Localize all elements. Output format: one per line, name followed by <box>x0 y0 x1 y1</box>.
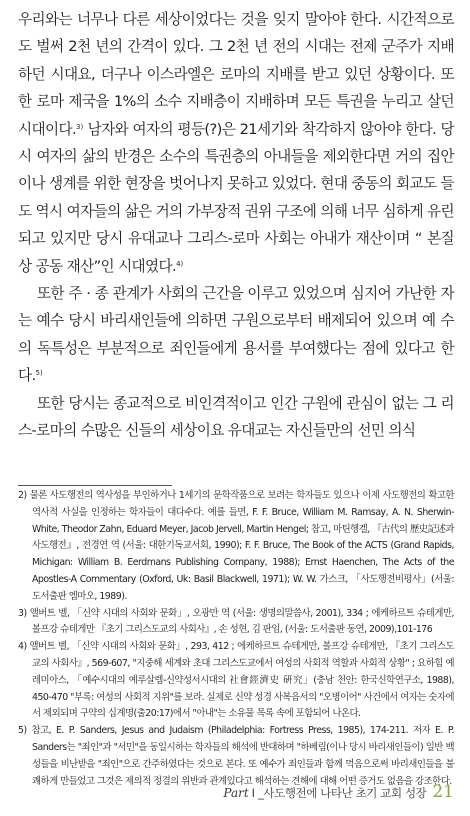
text-line: 유린되고 있지만 당시 유대교나 그리스-로마 사회는 아내가 재산이며 “ <box>18 202 455 248</box>
chapter-title: _사도행전에 나타난 초기 교회 성장 <box>258 786 427 800</box>
part-label: Part <box>223 786 249 800</box>
part-number: I <box>251 786 256 800</box>
footnote-ref: 3) <box>76 122 84 131</box>
footnote: 4) 앨버트 벨, 「신약 시대의 사회와 문화」, 293, 412 ; 에케하르트 슈테게만, 볼프강 슈테게만, 『초기 그리스도교의 사회사』, 569-607, "지중해 세계와 초대 그리스도교에서 여성의 사회적 역할과 사회적 상황" ; 요하힘 예레미아스, 「예수시대의 예루살렘-신약성서시대의 社會經濟史 硏究」(충남 천안: 한국신학연구소, 1988), 450-470 "부록: 여성의 사회적 지위"를 보라. 실제로 신약 성경 사복음서의 "오병이어" 사건에서 여자는 숫자에서 제외되며 구약의 십계명(출20:17)에서 "아내"는 소유물 목록 속에 포함되어 나온다. <box>18 641 454 720</box>
text-line: 도 벌써 2천 년의 간격이 있다. 그 2천 년 전의 시대는 전제 군주가 지배 <box>18 38 454 56</box>
running-footer <box>223 782 454 808</box>
footnote: 2) 물론 사도행전의 역사성을 부인하거나 1세기의 문학작품으로 보려는 학자들도 있으나 이제 사도행전의 확고한 역사적 사실을 인정하는 학자들이 대다수다. 예를 들면, F. F. Bruce, William M. Ramsay, A. N. Sherwin-White, Theodor Zahn, Eduard Meyer, Jacob Jervell, Martin Hengel; 참고, 마틴헹겔, 『古代의 歷史記述과 사도행전』, 전경연 역 (서울: 대한기독교서회, 1990); F. F. Bruce, The Book of the ACTS (Grand Rapids, Michigan: William B. Eerdmans Publishing Company, 1988); Ernst Haenchen, The Acts of the Apostles-A Commentary (Oxford, Uk: Basil Blackwell, 1971); W. W. 가스크, 「사도행전비평사」(서울: 도서출판 엠마오, 1989). <box>18 490 454 602</box>
text-line: 이나 생계를 위한 현장을 벗어나지 못하고 있었다. 현대 중동의 회교도 <box>18 175 437 193</box>
paragraph <box>18 280 454 390</box>
footnote-ref: 5) <box>35 369 43 378</box>
footnote: 3) 앨버트 벨, 「신약 시대의 사회와 문화」, 오광만 역 (서울: 생명의말씀사, 2001), 334 ; 에케하르트 슈테게만, 볼프강 슈테게만 『초기 그리스도교의 사회사』, 손 성현, 김 판임, (서울: 도서출판 동연, 2009),101-176 <box>18 607 454 636</box>
footnotes <box>18 488 454 790</box>
text-line: 시 여자의 삶의 반경은 소수의 특권층의 아내들을 제외한다면 거의 집안 <box>18 148 454 166</box>
text-line: 시대이다. <box>18 120 77 138</box>
text-line: 또한 당시는 종교적으로 비인격적이고 인간 구원에 관심이 없는 그 <box>37 394 437 412</box>
text-line: 본질상 공동 재산”인 시대였다. <box>18 230 454 275</box>
paragraph <box>18 6 454 280</box>
text-line: 남자와 여자의 평등(?)은 21세기와 착각하지 않아야 한다. 당 <box>87 120 454 138</box>
main-text <box>18 6 454 445</box>
paragraph <box>18 390 454 445</box>
text-line: 한다. <box>18 339 454 385</box>
page-number: 21 <box>432 782 454 802</box>
text-line: 들도 역시 여자들의 삶은 거의 가부장적 권위 구조에 의해 너무 심하게 <box>18 175 454 220</box>
footnote-ref: 4) <box>176 259 184 268</box>
footnote-divider <box>18 485 172 486</box>
text-line: 자는 예수 당시 바리새인들에 의하면 구원으로부터 배제되어 있으며 예 <box>18 285 454 330</box>
text-line: 한 로마 제국을 1%의 소수 지배층이 지배하며 모든 특권을 누리고 살던 <box>18 93 454 111</box>
text-line: 우리와는 너무나 다른 세상이었다는 것을 잊지 말아야 한다. 시간적으로 <box>18 11 454 28</box>
text-line: 리스-로마의 수많은 신들의 세상이요 유대교는 자신들만의 선민 의식 <box>18 394 454 440</box>
text-line: 하던 시대요, 더구나 이스라엘은 로마의 지배를 받고 있던 상황이다. 또 <box>18 65 454 83</box>
footnote: 5) 참고, E. P. Sanders, Jesus and Judaism (Philadelphia: Fortress Press, 1985), 174-211. 저자 E. P. Sanders는 "죄인"과 "서민"을 동일시하는 학자들의 해석에 반대하며 "하베림(이나 당시 바리새인들이) 일반 백성들을 비난받을 "죄인"으로 간주하였다는 것으로 본다. 또 예수가 죄인들과 함께 먹음으로써 바리새인들을 불쾌하게 만들었고 그것은 제의적 정결의 위반과 관계있다고 해석하는 견해에 대해 어떤 증거도 없음을 강조한다. <box>18 725 454 787</box>
text-line: 또한 주 · 종 관계가 사회의 근간을 이루고 있었으며 심지어 가난한 <box>37 285 437 303</box>
text-line: 수의 독특성은 부분적으로 죄인들에게 용서를 부여했다는 점에 있다고 <box>18 312 454 357</box>
